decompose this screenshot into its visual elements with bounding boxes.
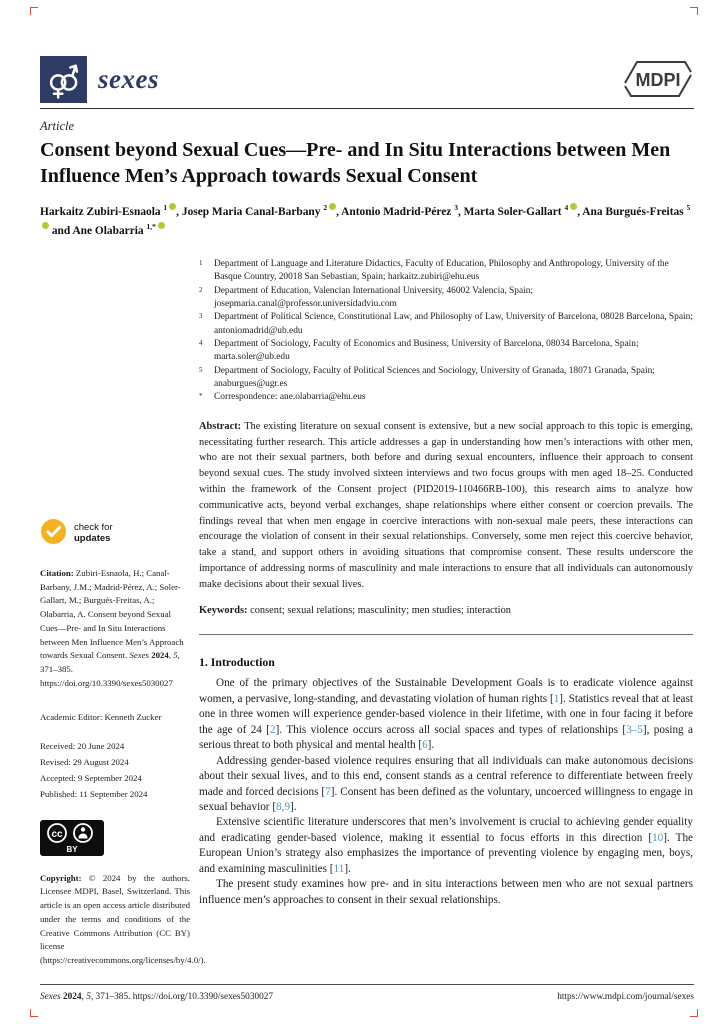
citation-doi-link[interactable]: https://doi.org/10.3390/sexes5030027 <box>40 677 173 688</box>
affiliation-row: 3 Department of Political Science, Constitutional Law, and Philosophy of Law, University of Barcelona, 08028 Barcelona, Spain; antoniomadrid@ub.edu <box>199 312 693 336</box>
footer-journal-url[interactable]: https://www.mdpi.com/journal/sexes <box>557 992 694 1002</box>
check-for-updates-label: check for updates <box>74 522 113 544</box>
body-paragraph: The present study examines how pre- and in situ interactions between men who are not sexual partners influence men’s approaches to consent in their sexual relationships. <box>199 878 693 906</box>
orcid-icon[interactable] <box>158 222 165 229</box>
affiliation-row: 1 Department of Language and Literature Didactics, Faculty of Education, Philosophy and Anthropology, University of the Basque Country, 20018 San Sebastian, Spain; harkaitz.zubiri@ehu.eus <box>199 259 669 283</box>
academic-editor-name: Kenneth Zucker <box>104 712 162 723</box>
cc-icon: cc <box>51 828 63 840</box>
crop-mark <box>30 1009 38 1017</box>
author-name: Josep Maria Canal-Barbany $^2$ <box>181 203 328 218</box>
metadata-sidebar <box>40 518 206 968</box>
header <box>40 56 694 107</box>
person-icon <box>81 827 85 831</box>
affiliation-row: 4 Department of Sociology, Faculty of Economics and Business, University of Barcelona, 08034 Barcelona, Spain; marta.soler@ub.edu <box>199 339 639 363</box>
by-label: BY <box>66 844 78 854</box>
author-line: Harkaitz Zubiri-Esnaola $^1$ , Josep Maria Canal-Barbany $^2$ , Antonio Madrid-Pérez $^3$, Marta Soler-Gallart $^4$ , Ana Burgués-Freitas $^5$ and Ane Olabarria $^{1,*}$ <box>40 203 691 237</box>
keywords-text: consent; sexual relations; masculinity; men studies; interaction <box>250 604 511 616</box>
academic-editor-label: Academic Editor: <box>40 712 103 723</box>
intro-paragraphs <box>199 676 693 908</box>
orcid-icon[interactable] <box>570 203 577 210</box>
footer-rule <box>40 984 694 985</box>
affiliation-row: * Correspondence: ane.olabarria@ehu.eus <box>199 392 366 403</box>
crop-mark <box>30 7 38 15</box>
affiliations <box>199 258 693 405</box>
author-name: Ane Olabarria $^{1,*}$ <box>72 222 156 237</box>
main-column <box>199 258 693 908</box>
footer-doi-link[interactable]: https://doi.org/10.3390/sexes5030027 <box>132 992 274 1002</box>
mdpi-logo-text: MDPI <box>635 70 681 90</box>
citation-block: Citation: Zubiri-Esnaola, H.; Canal-Barbany, J.M.; Madrid-Pérez, A.; Soler-Gallart, M.; Burgués-Freitas, A.; Olabarria, A. Consent beyond Sexual Cues—Pre- and In Situ Interactions between Men Influence Men’s Approach towards Sexual Consent. Sexes 2024, 5, 371–385. https://doi.org/10.3390/sexes5030027 <box>40 568 184 688</box>
orcid-icon[interactable] <box>329 203 336 210</box>
check-for-updates-button[interactable] <box>40 518 190 550</box>
orcid-icon[interactable] <box>169 203 176 210</box>
body-paragraph: Extensive scientific literature underscores that men’s involvement is crucial to achieving gender equality and eradicating gender-based violence, making it essential to focus efforts in this direction [10]. The European Union’s strategy also emphasizes the importance of preventing violence by engaging men, boys, and examining masculinities [11]. <box>199 816 694 875</box>
footer-citation: Sexes 2024, 5, 371–385. https://doi.org/10.3390/sexes5030027 <box>40 992 274 1002</box>
check-for-updates-icon <box>40 518 67 550</box>
journal-logo-text: sexes <box>98 64 159 94</box>
section-divider <box>199 634 693 635</box>
keywords-label: Keywords: <box>199 604 248 616</box>
academic-editor <box>40 711 190 724</box>
body-paragraph: One of the primary objectives of the Sustainable Development Goals is to eradicate violence against women, a pervasive, long-standing, and devastating violation of human rights [1]. Statistics reveal that at least one in three women will experience gender-based violence in their lifetime, with one in four facing it before the age of 24 [2]. This violence occurs across all social spaces and types of relationships [3–5], posing a serious threat to both physical and mental health [6]. <box>199 677 693 752</box>
author-name: Ana Burgués-Freitas $^5$ <box>582 203 691 218</box>
author-name: Marta Soler-Gallart $^4$ <box>463 203 569 218</box>
copyright-block <box>40 872 206 968</box>
paper-title: Consent beyond Sexual Cues—Pre- and In Situ Interactions between Men Influence Men’s Approach towards Sexual Consent <box>40 139 671 187</box>
body-paragraph: Addressing gender-based violence requires ensuring that all individuals can make autonomous decisions about their sexual lives, and to this end, consent stands as a central reference to differentiate between freely made and forced decisions [7]. Consent has been defined as the voluntary, uncoerced willingness to engage in sexual behavior [8,9]. <box>199 754 693 813</box>
journal-logo[interactable] <box>40 56 159 103</box>
copyright-text: © 2024 by the authors. Licensee MDPI, Basel, Switzerland. This article is an open access article distributed under the terms and conditions of the Creative Commons Attribution (CC BY) license (https://creativecommons.org/licenses/by/4.0/). <box>40 872 206 966</box>
keywords <box>199 603 693 619</box>
date-row: Revised: 29 August 2024 <box>40 756 129 767</box>
affiliation-row: 5 Department of Sociology, Faculty of Political Sciences and Sociology, University of Granada, 18071 Granada, Spain; anaburgues@ugr.es <box>199 365 655 390</box>
footer <box>40 992 694 1002</box>
date-row: Accepted: 9 September 2024 <box>40 773 142 784</box>
header-rule <box>40 108 694 109</box>
author-name: Harkaitz Zubiri-Esnaola $^1$ <box>40 203 168 218</box>
abstract <box>199 419 693 593</box>
copyright-label: Copyright: <box>40 872 82 883</box>
abstract-text: The existing literature on sexual consent is extensive, but a new social approach to this topic is emerging, necessitating further research. This article addresses a gap in understanding how men’s interactions with other men, who are not their sexual partners, both before and during sexual encounters, influence their approach to consent beyond sexual cues. The study involved sixteen interviews and two focus groups with men aged 18–25. Conducted within the framework of the Consent project (PID2019-110466RB-100), this research aims to analyze how communicative acts, beyond verbal exchanges, shape relationships where either consent or coercion prevails. The findings reveal that when men engage in coercive interactions with non-sexual male peers, these interactions can encourage the violation of consent in their sexual relationships. Conversely, some men reject this coercive behavior, take a stand, and support others in avoiding situations that compromise consent. These results underscore the importance of addressing norms of masculinity and male interactions to ensure that all individuals can autonomously make decisions about their sexual lives. <box>199 420 693 590</box>
abstract-label: Abstract: <box>199 420 242 432</box>
author-name: Antonio Madrid-Pérez $^3$ <box>341 203 458 218</box>
cc-by-license-badge[interactable] <box>40 820 190 861</box>
crop-mark <box>690 7 698 15</box>
orcid-icon[interactable] <box>42 222 49 229</box>
section-heading-introduction: 1. Introduction <box>199 655 275 670</box>
affiliation-row: 2 Department of Education, Valencian International University, 46002 Valencia, Spain; josepmaria.canal@professor.universidadviu.com <box>199 285 534 310</box>
sexes-logo-icon <box>40 56 87 103</box>
dates <box>40 738 190 803</box>
crop-mark <box>690 1009 698 1017</box>
date-row: Received: 20 June 2024 <box>40 740 125 751</box>
mdpi-logo[interactable] <box>622 56 694 107</box>
date-row: Published: 11 September 2024 <box>40 789 148 800</box>
article-type-label: Article <box>40 119 75 133</box>
